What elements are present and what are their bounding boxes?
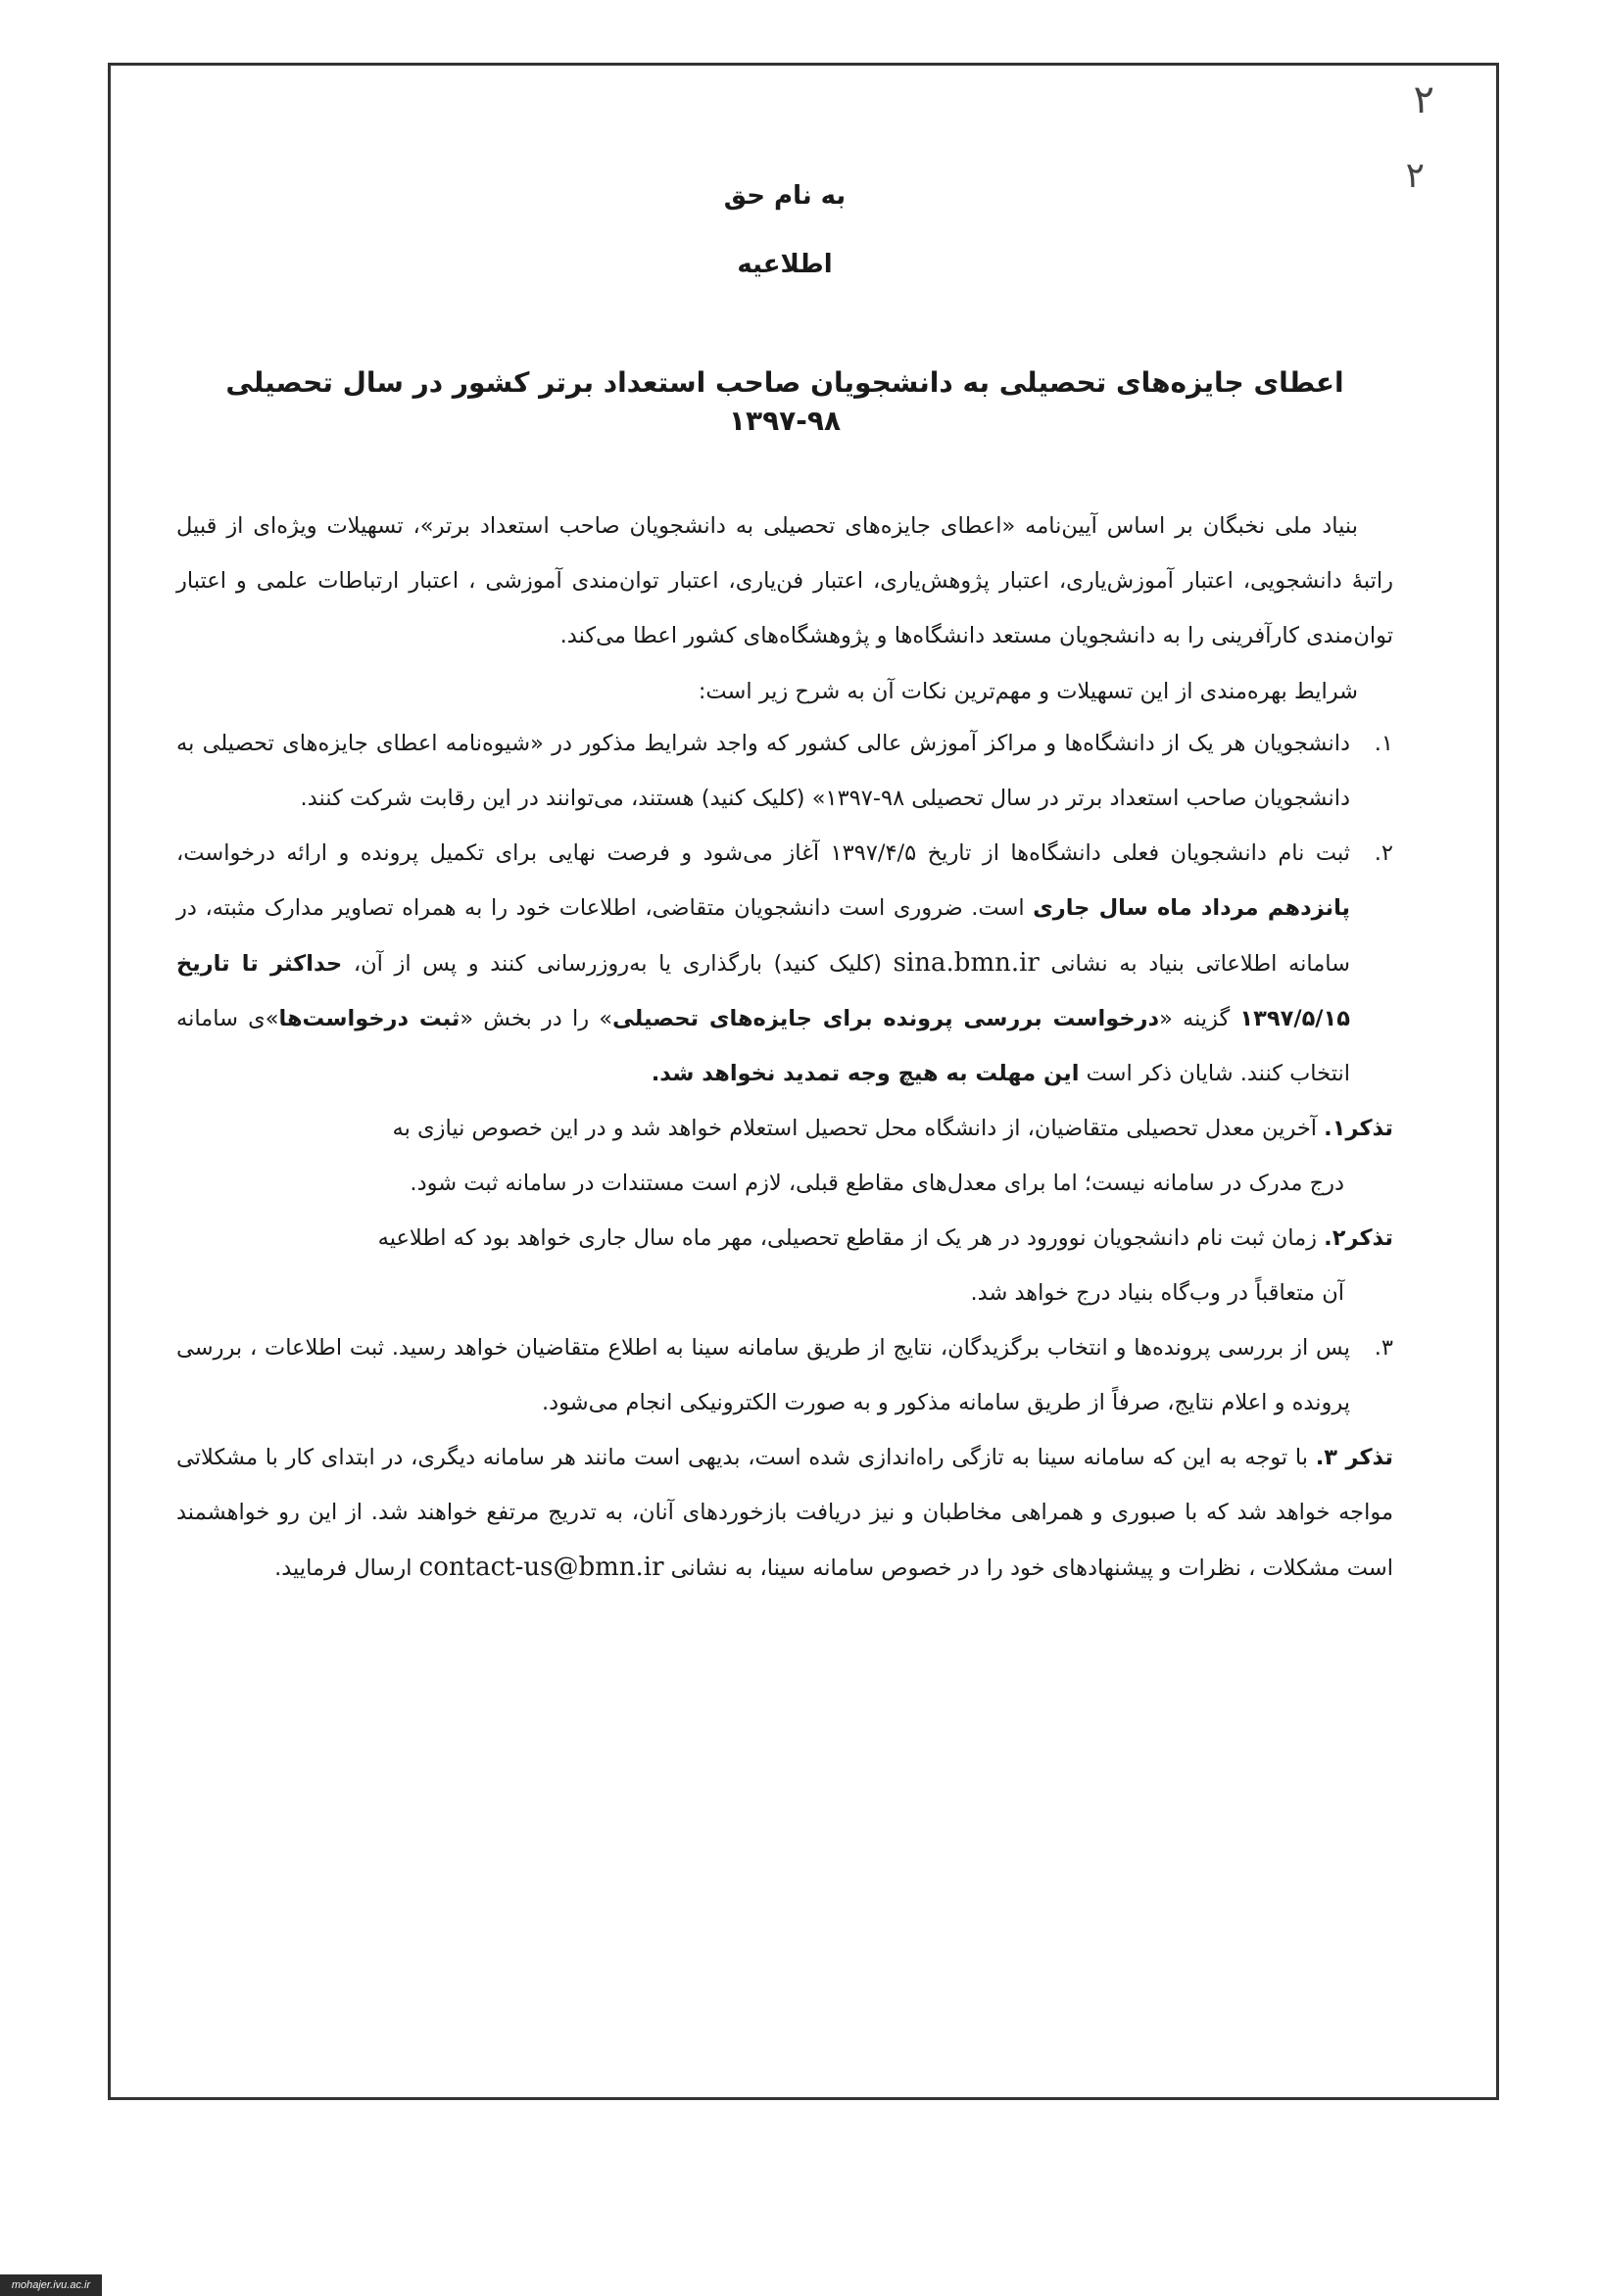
list-item-2 xyxy=(176,826,1393,1101)
option-name-emphasis: درخواست بررسی پرونده برای جایزه‌های تحصیلی xyxy=(612,1006,1160,1032)
list-item-1 xyxy=(176,716,1393,826)
notice-content xyxy=(176,167,1393,1596)
text-run: گزینه « xyxy=(1159,1006,1240,1032)
note-text: با توجه به این که سامانه سینا به تازگی راه‌اندازی شده است، بدیهی است مانند هر سامانه دیگری، در ابتدای کار با مشکلاتی مواجه خواهد شد که با صبوری و همراهی مخاطبان و نیز دریافت بازخوردهای آنان، به تدریج مرتفع خواهند شد. از این رو خواهشمند است مشکلات ، نظرات و پیشنهادهای خود را در خصوص سامانه سینا، به نشانی xyxy=(176,1445,1393,1582)
page-mark-second: ۲ xyxy=(1405,156,1425,196)
contact-email-link[interactable]: contact-us@bmn.ir xyxy=(418,1553,664,1583)
note-label: تذکر۱. xyxy=(1324,1116,1393,1142)
text-run: »ی سامانه انتخاب کنند. شایان ذکر است xyxy=(176,1006,1350,1087)
notice-label: اطلاعیه xyxy=(737,250,833,280)
text-run: ثبت نام دانشجویان فعلی دانشگاه‌ها از تاریخ ۱۳۹۷/۴/۵ آغاز می‌شود و فرصت نهایی برای تکمیل پرونده و ارائه درخواست، xyxy=(176,840,1350,867)
list-number: ۳. xyxy=(1374,1335,1393,1362)
intro-paragraph: بنیاد ملی نخبگان بر اساس آیین‌نامه «اعطای جایزه‌های تحصیلی به دانشجویان صاحب استعداد برتر»، تسهیلات ویژه‌ای از قبیل راتبهٔ دانشجویی، اعتبار آموزش‌یاری، اعتبار پژوهش‌یاری، اعتبار فن‌یاری، اعتبار توان‌مندی آموزشی ، اعتبار ارتباطات علمی و اعتبار توان‌مندی کارآفرینی را به دانشجویان مستعد دانشگاه‌ها و پژوهشگاه‌های کشور اعطا می‌کند. xyxy=(176,513,1393,649)
list-item-3 xyxy=(176,1320,1393,1430)
source-watermark: mohajer.ivu.ac.ir xyxy=(0,2274,102,2296)
note-continuation: آن متعاقباً در وب‌گاه بنیاد درج خواهد شد. xyxy=(970,1280,1344,1307)
page-number-mark xyxy=(1405,77,1434,196)
invocation-heading: به نام حق xyxy=(723,181,847,211)
deadline-emphasis: پانزدهم مرداد ماه سال جاری xyxy=(1033,895,1350,922)
max-date-emphasis: حداکثر تا تاریخ ۱۳۹۷/۵/۱۵ xyxy=(176,951,1350,1032)
notice-headline: اعطای جایزه‌های تحصیلی به دانشجویان صاحب استعداد برتر کشور در سال تحصیلی ۹۸-۱۳۹۷ xyxy=(225,365,1344,437)
note-2 xyxy=(176,1211,1393,1320)
note-continuation: درج مدرک در سامانه نیست؛ اما برای معدل‌های مقاطع قبلی، لازم است مستندات در سامانه ثبت شود. xyxy=(410,1171,1344,1197)
conditions-intro: شرایط بهره‌مندی از این تسهیلات و مهم‌ترین نکات آن به شرح زیر است: xyxy=(698,679,1358,705)
list-item-3-text: پس از بررسی پرونده‌ها و انتخاب برگزیدگان، نتایج از طریق سامانه سینا به اطلاع متقاضیان خواهد رسید. ثبت اطلاعات ، بررسی پرونده و اعلام نتایج، صرفاً از طریق سامانه مذکور و به صورت الکترونیکی انجام می‌شود. xyxy=(176,1335,1350,1416)
text-run: » را در بخش « xyxy=(460,1006,613,1032)
list-number: ۱. xyxy=(1374,731,1393,757)
no-extension-emphasis: این مهلت به هیچ وجه تمدید نخواهد شد. xyxy=(651,1061,1080,1087)
text-run: (کلیک کنید) بارگذاری یا به‌روزرسانی کنند و پس از آن، xyxy=(342,951,894,978)
note-3 xyxy=(176,1430,1393,1596)
list-item-1-text: دانشجویان هر یک از دانشگاه‌ها و مراکز آموزش عالی کشور که واجد شرایط مذکور در «شیوه‌نامه اعطای جایزه‌های تحصیلی به دانشجویان صاحب استعداد برتر در سال تحصیلی ۹۸-۱۳۹۷» (کلیک کنید) هستند، می‌توانند در این رقابت شرکت کنند. xyxy=(176,731,1350,812)
note-label: تذکر ۳. xyxy=(1315,1445,1393,1471)
section-name-emphasis: ثبت درخواست‌ها xyxy=(278,1006,460,1032)
note-text: آخرین معدل تحصیلی متقاضیان، از دانشگاه محل تحصیل استعلام خواهد شد و در این خصوص نیازی به xyxy=(392,1116,1325,1142)
note-label: تذکر۲. xyxy=(1324,1225,1393,1252)
page-mark-first: ۲ xyxy=(1413,77,1434,122)
sina-url-link[interactable]: sina.bmn.ir xyxy=(893,948,1040,979)
note-text: زمان ثبت نام دانشجویان نوورود در هر یک از مقاطع تحصیلی، مهر ماه سال جاری خواهد بود که اطلاعیه xyxy=(377,1225,1325,1252)
text-run: است. ضروری است دانشجویان متقاضی، اطلاعات خود را به همراه تصاویر مدارک مثبته، در سامانه اطلاعاتی بنیاد به نشانی xyxy=(176,895,1350,978)
list-number: ۲. xyxy=(1374,840,1393,867)
list-item-2-text xyxy=(176,826,1350,1101)
note-text-end: ارسال فرمایید. xyxy=(274,1555,419,1582)
note-1 xyxy=(176,1101,1393,1211)
